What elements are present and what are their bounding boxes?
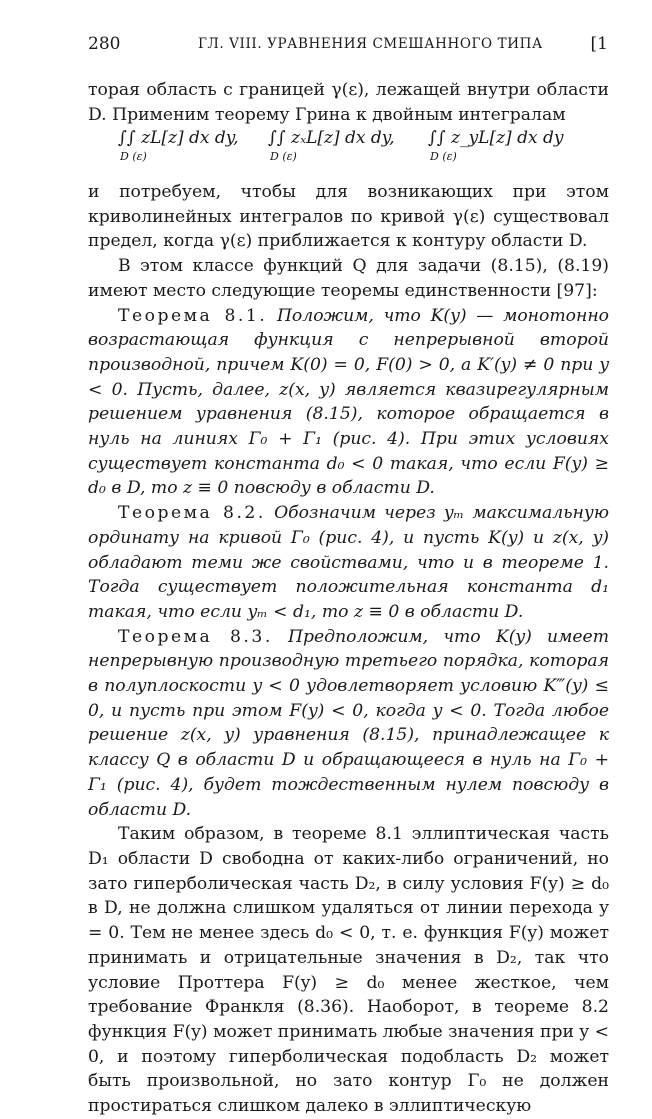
theorem-8-3-label: Теорема 8.3. (118, 626, 273, 647)
page-number: 280 (88, 34, 121, 54)
integral-1-expr: ∫∫ zL[z] dx dy, (118, 128, 239, 148)
running-header (88, 34, 608, 60)
section-marker: [1 (590, 34, 608, 54)
theorem-8-2-text: Обозначим через yₘ максимальную ординату на кривой Γ₀ (рис. 4), и пусть K(y) и z(x, y) обладают теми же свойствами, что и в теореме 1. Тогда существует положительная константа d₁ такая, что если yₘ < d₁, то z ≡ 0 в области D. (88, 503, 609, 622)
paragraph-uniqueness: В этом классе функций Q для задачи (8.15), (8.19) имеют место следующие теоремы единственности [97]: (88, 256, 609, 301)
integral-3-expr: ∫∫ z_yL[z] dx dy (428, 128, 564, 148)
integral-2-domain: D (ε) (270, 150, 297, 163)
integral-1-domain: D (ε) (120, 150, 147, 163)
theorem-8-1-label: Теорема 8.1. (118, 305, 268, 326)
chapter-title: ГЛ. VIII. УРАВНЕНИЯ СМЕШАННОГО ТИПА (198, 36, 543, 52)
integral-3 (428, 128, 564, 163)
integral-2 (268, 128, 395, 163)
paragraph-conditions: и потребуем, чтобы для возникающих при этом криволинейных интегралов по кривой γ(ε) существовал предел, когда γ(ε) приближается к контуру области D. (88, 182, 609, 252)
theorem-8-3-text: Предположим, что K(y) имеет непрерывную производную третьего порядка, которая в полуплоскости y < 0 удовлетворяет условию K‴(y) ≤ 0, и пусть при этом F(y) < 0, когда y < 0. Тогда любое решение z(x, y) уравнения (8.15), принадлежащее к классу Q в области D и обращающееся в нуль на Γ₀ + Γ₁ (рис. 4), будет тождественным нулем повсюду в области D. (88, 626, 609, 820)
integral-3-domain: D (ε) (430, 150, 457, 163)
theorem-8-1-text: Положим, что K(y) — монотонно возрастающая функция с непрерывной второй производной, причем K(0) = 0, F(0) > 0, а K′(y) ≠ 0 при y < 0. Пусть, далее, z(x, y) является квазирегулярным решением уравнения (8.15), которое обращается в нуль на линиях Γ₀ + Γ₁ (рис. 4). При этих условиях существует константа d₀ < 0 такая, что если F(y) ≥ d₀ в D, то z ≡ 0 повсюду в области D. (88, 305, 609, 499)
theorem-8-3 (88, 625, 609, 823)
main-text (88, 180, 609, 1119)
integral-1 (118, 128, 239, 163)
integral-2-expr: ∫∫ zₓL[z] dx dy, (268, 128, 395, 148)
theorem-8-2-label: Теорема 8.2. (118, 503, 266, 524)
theorem-8-1 (88, 304, 609, 502)
theorem-8-2 (88, 501, 609, 625)
paragraph-discussion: Таким образом, в теореме 8.1 эллиптическая часть D₁ области D свободна от каких-либо ограничений, но зато гиперболическая часть D₂, в силу условия F(y) ≥ d₀ в D, не должна слишком удаляться от линии перехода y = 0. Тем не менее здесь d₀ < 0, т. е. функция F(y) может принимать и отрицательные значения в D₂, так что условие Проттера F(y) ≥ d₀ менее жесткое, чем требование Франкля (8.36). Наоборот, в теореме 8.2 функция F(y) может принимать любые значения при y < 0, и поэтому гиперболическая подобласть D₂ может быть произвольной, но зато контур Γ₀ не должен простираться слишком далеко в эллиптическую (88, 824, 609, 1117)
intro-text (88, 78, 609, 127)
intro-paragraph: торая область с границей γ(ε), лежащей внутри области D. Применим теорему Грина к двойным интегралам (88, 80, 609, 125)
double-integrals (118, 128, 588, 172)
